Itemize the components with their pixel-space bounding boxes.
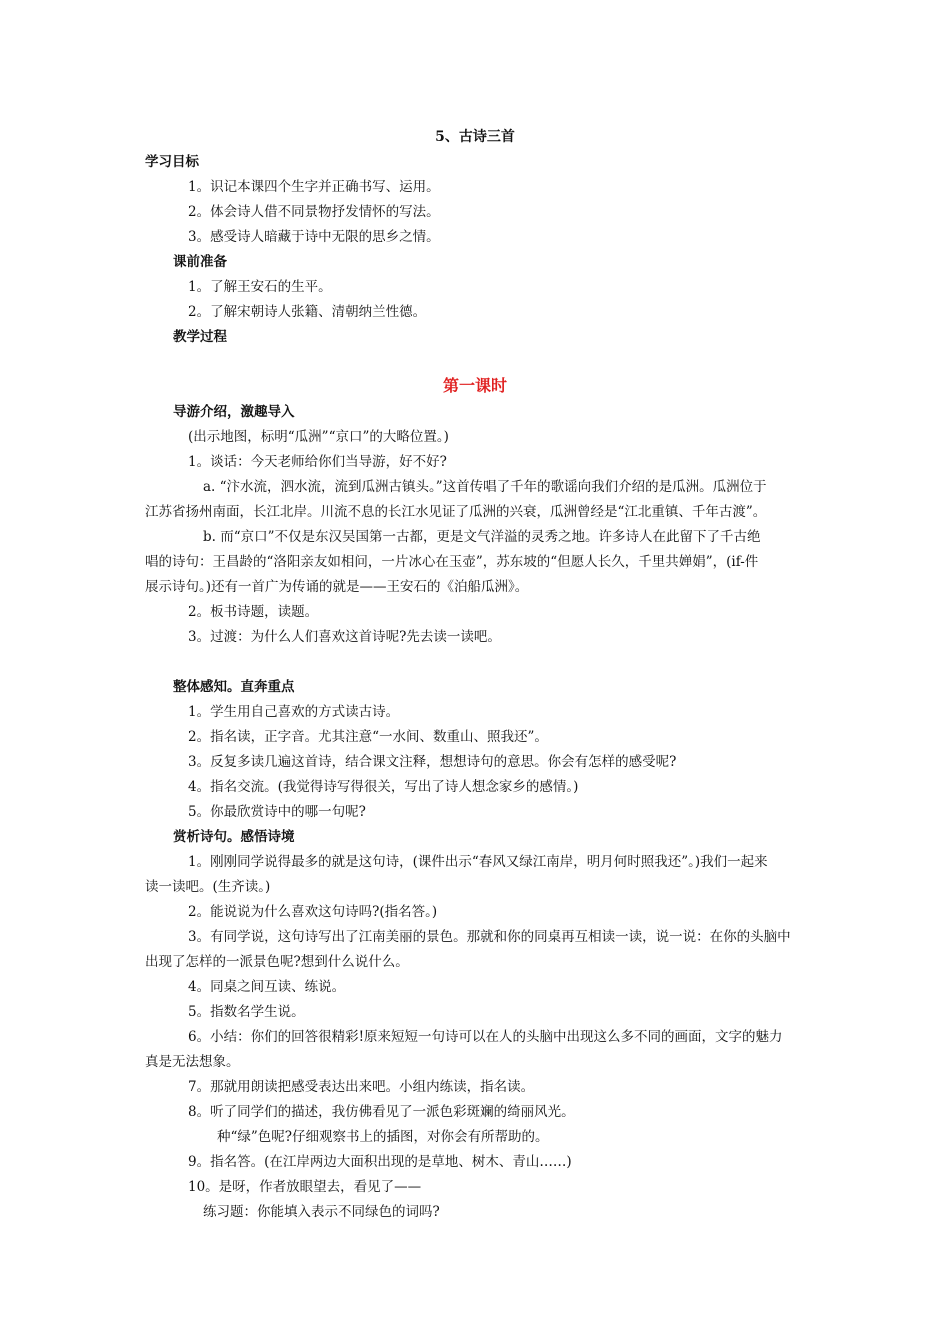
text-line: 2。体会诗人借不同景物抒发情怀的写法。: [188, 204, 440, 220]
text-line: 5。你最欣赏诗中的哪一句呢?: [188, 804, 366, 820]
text-line: 江苏省扬州南面，长江北岸。川流不息的长江水见证了瓜洲的兴衰，瓜洲曾经是“江北重镇、千年古渡”。: [145, 504, 767, 520]
text-line: 1。谈话：今天老师给你们当导游，好不好?: [188, 454, 447, 470]
text-line: 种“绿”色呢?仔细观察书上的插图，对你会有所帮助的。: [217, 1129, 549, 1145]
lesson-heading: 第一课时: [442, 376, 507, 395]
text-line: 1。刚刚同学说得最多的就是这句诗，(课件出示“春风又绿江南岸，明月何时照我还”。)我们一起来: [188, 854, 768, 870]
text-line: 2。了解宋朝诗人张籍、清朝纳兰性德。: [188, 304, 427, 320]
text-line: 3。过渡：为什么人们喜欢这首诗呢?先去读一读吧。: [188, 629, 501, 645]
text-line: 出现了怎样的一派景色呢?想到什么说什么。: [145, 954, 409, 970]
text-line: 4。同桌之间互读、练说。: [188, 979, 346, 995]
text-line: 3。感受诗人暗藏于诗中无限的思乡之情。: [188, 229, 440, 245]
text-line: 练习题：你能填入表示不同绿色的词吗?: [203, 1204, 440, 1220]
text-line: 4。指名交流。(我觉得诗写得很关，写出了诗人想念家乡的感情。): [188, 779, 579, 795]
text-line: 真是无法想象。: [145, 1054, 240, 1070]
section-heading: 导游介绍，激趣导入: [173, 404, 295, 420]
section-heading: 赏析诗句。感悟诗境: [173, 829, 295, 845]
text-line: a. “汴水流，泗水流，流到瓜洲古镇头。”这首传唱了千年的歌谣向我们介绍的是瓜洲。瓜洲位于: [203, 479, 767, 495]
text-line: 2。板书诗题，读题。: [188, 604, 319, 620]
text-line: 读一读吧。(生齐读。): [145, 879, 271, 895]
text-line: (出示地图，标明“瓜洲”“京口”的大略位置。): [188, 429, 449, 445]
section-heading: 课前准备: [173, 254, 227, 270]
text-line: 10。是呀，作者放眼望去，看见了——: [188, 1179, 422, 1195]
section-heading: 学习目标: [145, 154, 199, 170]
text-line: 7。那就用朗读把感受表达出来吧。小组内练读，指名读。: [188, 1079, 535, 1095]
text-line: 1。了解王安石的生平。: [188, 279, 332, 295]
text-line: 3。有同学说，这句诗写出了江南美丽的景色。那就和你的同桌再互相读一读，说一说：在你的头脑中: [188, 929, 791, 945]
document-title: 5、古诗三首: [435, 129, 515, 145]
text-line: 8。听了同学们的描述，我仿佛看见了一派色彩斑斓的绮丽风光。: [188, 1104, 575, 1120]
text-line: 5。指数名学生说。: [188, 1004, 305, 1020]
text-line: 1。学生用自己喜欢的方式读古诗。: [188, 704, 400, 720]
text-line: 唱的诗句：王昌龄的“洛阳亲友如相问，一片冰心在玉壶”，苏东坡的“但愿人长久，千里共婵娟”，(if-件: [145, 554, 759, 570]
section-heading: 教学过程: [173, 329, 227, 345]
text-line: 2。指名读，正字音。尤其注意“一水间、数重山、照我还”。: [188, 729, 548, 745]
text-line: 2。能说说为什么喜欢这句诗吗?(指名答。): [188, 904, 438, 920]
text-line: 9。指名答。(在江岸两边大面积出现的是草地、树木、青山……): [188, 1154, 572, 1170]
text-line: 3。反复多读几遍这首诗，结合课文注释，想想诗句的意思。你会有怎样的感受呢?: [188, 754, 677, 770]
text-line: 展示诗句。)还有一首广为传诵的就是——王安石的《泊船瓜洲》。: [145, 579, 529, 595]
text-line: 6。小结：你们的回答很精彩!原来短短一句诗可以在人的头脑中出现这么多不同的画面，文字的魅力: [188, 1029, 783, 1045]
text-line: b. 而“京口”不仅是东汉吴国第一古都，更是文气洋溢的灵秀之地。许多诗人在此留下了千古绝: [203, 529, 761, 545]
section-heading: 整体感知。直奔重点: [173, 679, 295, 695]
text-line: 1。识记本课四个生字并正确书写、运用。: [188, 179, 440, 195]
